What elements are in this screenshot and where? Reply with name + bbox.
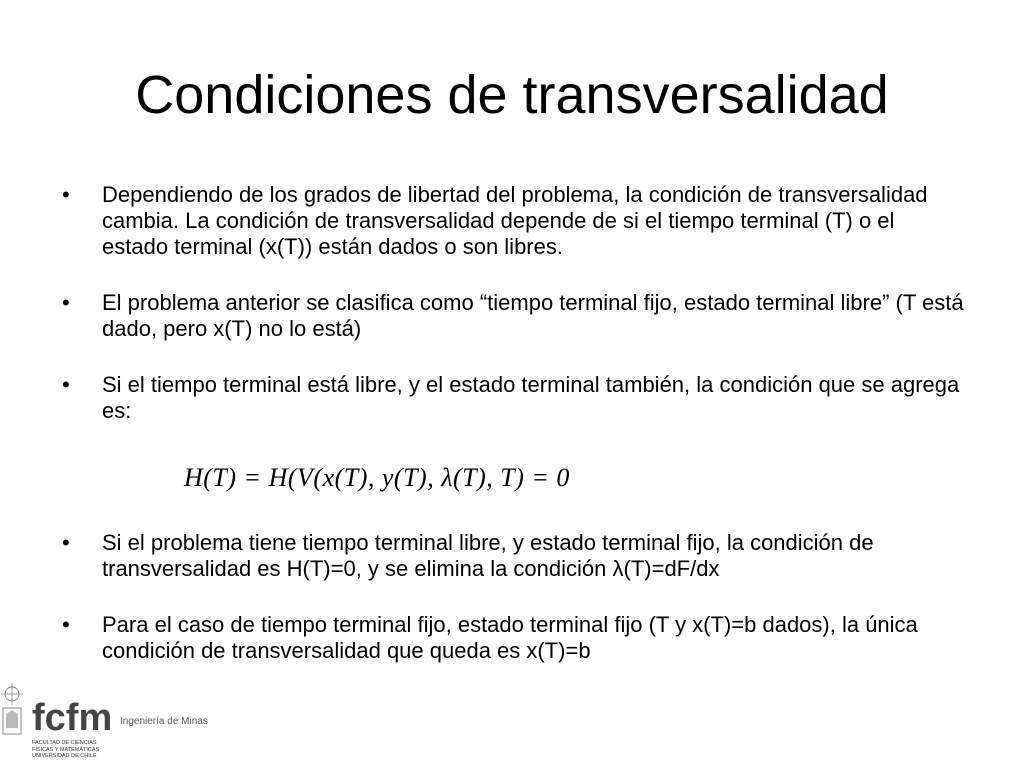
- department-name: Ingeniería de Minas: [120, 716, 208, 727]
- bullet-item: [56, 612, 966, 664]
- faculty-name: FACULTAD DE CIENCIAS FÍSICAS Y MATEMÁTICAS UNIVERSIDAD DE CHILE: [32, 740, 100, 759]
- bullet-dot: •: [62, 530, 70, 555]
- bullet-text: Si el tiempo terminal está libre, y el estado terminal también, la condición que se agrega es:: [102, 372, 960, 423]
- bullet-item: [56, 372, 966, 424]
- bullet-list: [56, 182, 966, 424]
- transversality-formula: H(T) = H(V(x(T), y(T), λ(T), T) = 0: [184, 463, 570, 492]
- university-seal-icon: [1, 683, 23, 734]
- bullet-text: Si el problema tiene tiempo terminal libre, y estado terminal fijo, la condición de transversalidad es H(T)=0, y se elimina la condición λ(T)=dF/dx: [102, 530, 874, 581]
- bullet-item: [56, 182, 966, 260]
- bullet-item: [56, 290, 966, 342]
- bullet-text: Para el caso de tiempo terminal fijo, estado terminal fijo (T y x(T)=b dados), la única condición de transversalidad que queda es x(T)=b: [102, 612, 918, 663]
- bullet-dot: •: [62, 372, 70, 397]
- bullet-dot: •: [62, 612, 70, 637]
- fcfm-wordmark: fcfm: [32, 697, 113, 739]
- bullet-list-continued: [56, 530, 966, 664]
- bullet-text: El problema anterior se clasifica como “tiempo terminal fijo, estado terminal libre” (T está dado, pero x(T) no lo está): [102, 290, 964, 341]
- bullet-dot: •: [62, 290, 70, 315]
- bullet-dot: •: [62, 182, 70, 207]
- slide-title: Condiciones de transversalidad: [135, 65, 889, 125]
- bullet-item: [56, 530, 966, 582]
- bullet-text: Dependiendo de los grados de libertad del problema, la condición de transversalidad cambia. La condición de transversalidad depende de si el tiempo terminal (T) o el estado terminal (x(T)) están dados o son libres.: [102, 182, 928, 259]
